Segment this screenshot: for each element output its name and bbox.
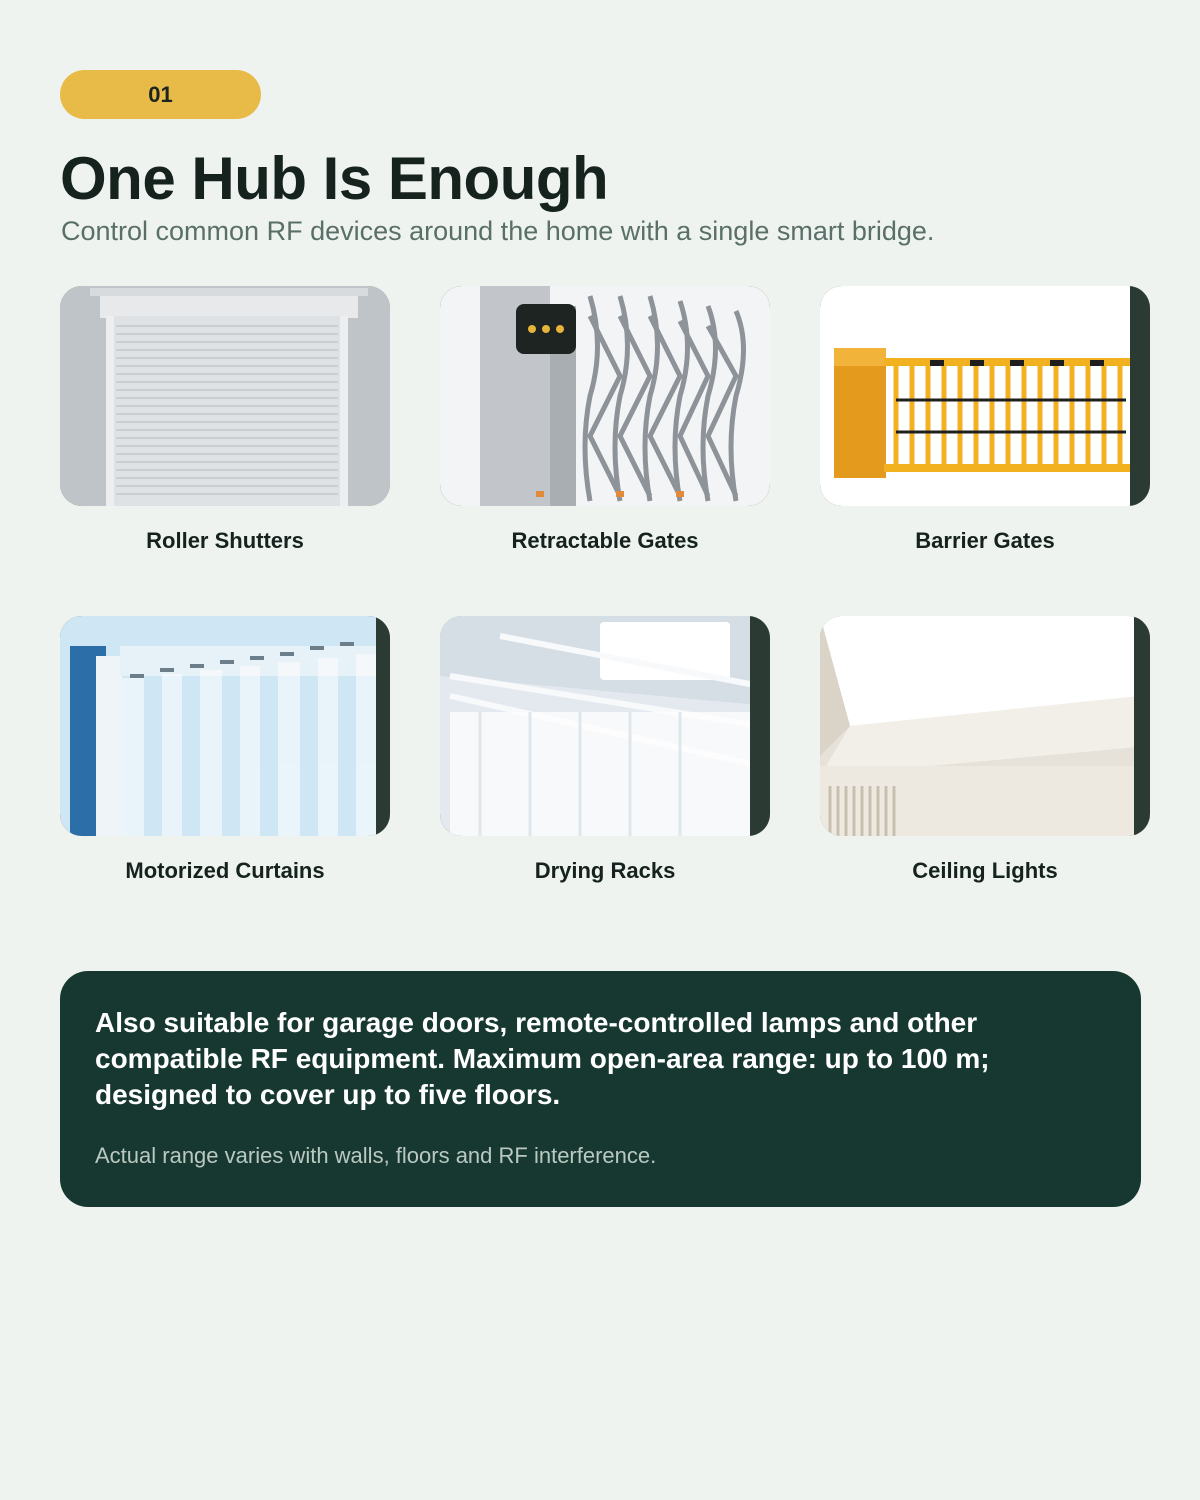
device-card-barrier-gates xyxy=(820,286,1150,554)
curtain-image xyxy=(60,616,390,836)
page-title: One Hub Is Enough xyxy=(60,145,609,212)
drying-rack-image xyxy=(440,616,770,836)
page-subtitle: Control common RF devices around the home with a single smart bridge. xyxy=(61,216,935,246)
ceiling-light-image xyxy=(820,616,1150,836)
device-label: Drying Racks xyxy=(534,858,676,883)
retractable-gate-image xyxy=(440,286,770,506)
info-panel-disclaimer: Actual range varies with walls, floors and RF interference. xyxy=(95,1143,657,1168)
device-card-retractable-gates xyxy=(440,286,770,554)
info-panel-main-text: Also suitable for garage doors, remote-controlled lamps and other compatible RF equipment. Maximum open-area range: up to 100 m; designed to cover up to five floors. xyxy=(95,1007,990,1110)
device-label: Retractable Gates xyxy=(511,528,699,553)
device-label: Ceiling Lights xyxy=(912,858,1058,883)
device-card-motorized-curtains xyxy=(60,616,390,884)
section-number-badge: 01 xyxy=(60,70,261,119)
roller-shutter-image xyxy=(60,286,390,506)
info-panel xyxy=(60,971,1141,1207)
barrier-gate-image xyxy=(820,286,1150,506)
device-label: Roller Shutters xyxy=(146,528,304,553)
device-card-drying-racks xyxy=(440,616,770,884)
device-card-ceiling-lights xyxy=(820,616,1150,884)
device-label: Motorized Curtains xyxy=(125,858,325,883)
device-card-roller-shutters xyxy=(60,286,390,554)
device-label: Barrier Gates xyxy=(915,528,1055,553)
